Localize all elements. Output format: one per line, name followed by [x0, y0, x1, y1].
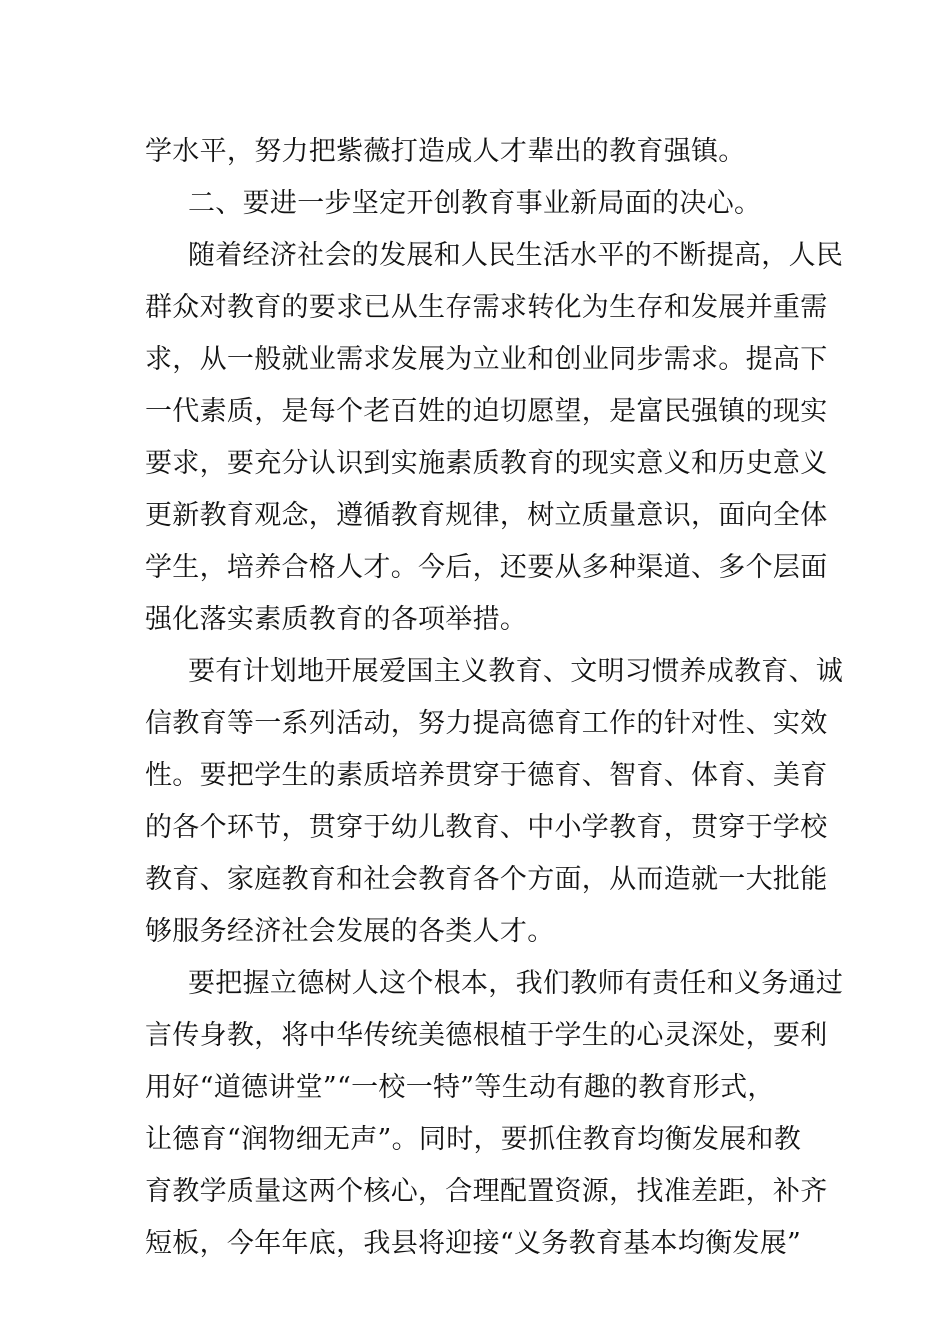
- text-line: 学水平，努力把紫薇打造成人才辈出的教育强镇。: [145, 136, 746, 167]
- text-line: 够服务经济社会发展的各类人才。: [145, 916, 555, 947]
- text-line: 要有计划地开展爱国主义教育、文明习惯养成教育、诚: [188, 656, 844, 687]
- text-line: 群众对教育的要求已从生存需求转化为生存和发展并重需: [145, 292, 828, 323]
- text-line: 性。要把学生的素质培养贯穿于德育、智育、体育、美育: [145, 760, 828, 791]
- text-line: 教育、家庭教育和社会教育各个方面，从而造就一大批能: [145, 864, 828, 895]
- text-line: 短板，今年年底，我县将迎接“义务教育基本均衡发展”: [145, 1228, 802, 1259]
- text-line: 的各个环节，贯穿于幼儿教育、中小学教育，贯穿于学校: [145, 812, 828, 843]
- text-line: 言传身教，将中华传统美德根植于学生的心灵深处，要利: [145, 1020, 828, 1051]
- text-line: 求，从一般就业需求发展为立业和创业同步需求。提高下: [145, 344, 828, 375]
- text-line: 让德育“润物细无声”。同时，要抓住教育均衡发展和教: [145, 1124, 802, 1155]
- text-line: 要求，要充分认识到实施素质教育的现实意义和历史意义: [145, 448, 828, 479]
- section-heading: 二、要进一步坚定开创教育事业新局面的决心。: [188, 188, 762, 219]
- text-line: 更新教育观念，遵循教育规律，树立质量意识，面向全体: [145, 500, 828, 531]
- text-line: 要把握立德树人这个根本，我们教师有责任和义务通过: [188, 968, 844, 999]
- text-line: 随着经济社会的发展和人民生活水平的不断提高，人民: [188, 240, 844, 271]
- text-line: 一代素质，是每个老百姓的迫切愿望，是富民强镇的现实: [145, 396, 828, 427]
- text-line: 育教学质量这两个核心，合理配置资源，找准差距，补齐: [145, 1176, 828, 1207]
- text-line: 用好“道德讲堂”“一校一特”等生动有趣的教育形式，: [145, 1072, 775, 1103]
- text-line: 强化落实素质教育的各项举措。: [145, 604, 528, 635]
- text-line: 学生，培养合格人才。今后，还要从多种渠道、多个层面: [145, 552, 828, 583]
- text-line: 信教育等一系列活动，努力提高德育工作的针对性、实效: [145, 708, 828, 739]
